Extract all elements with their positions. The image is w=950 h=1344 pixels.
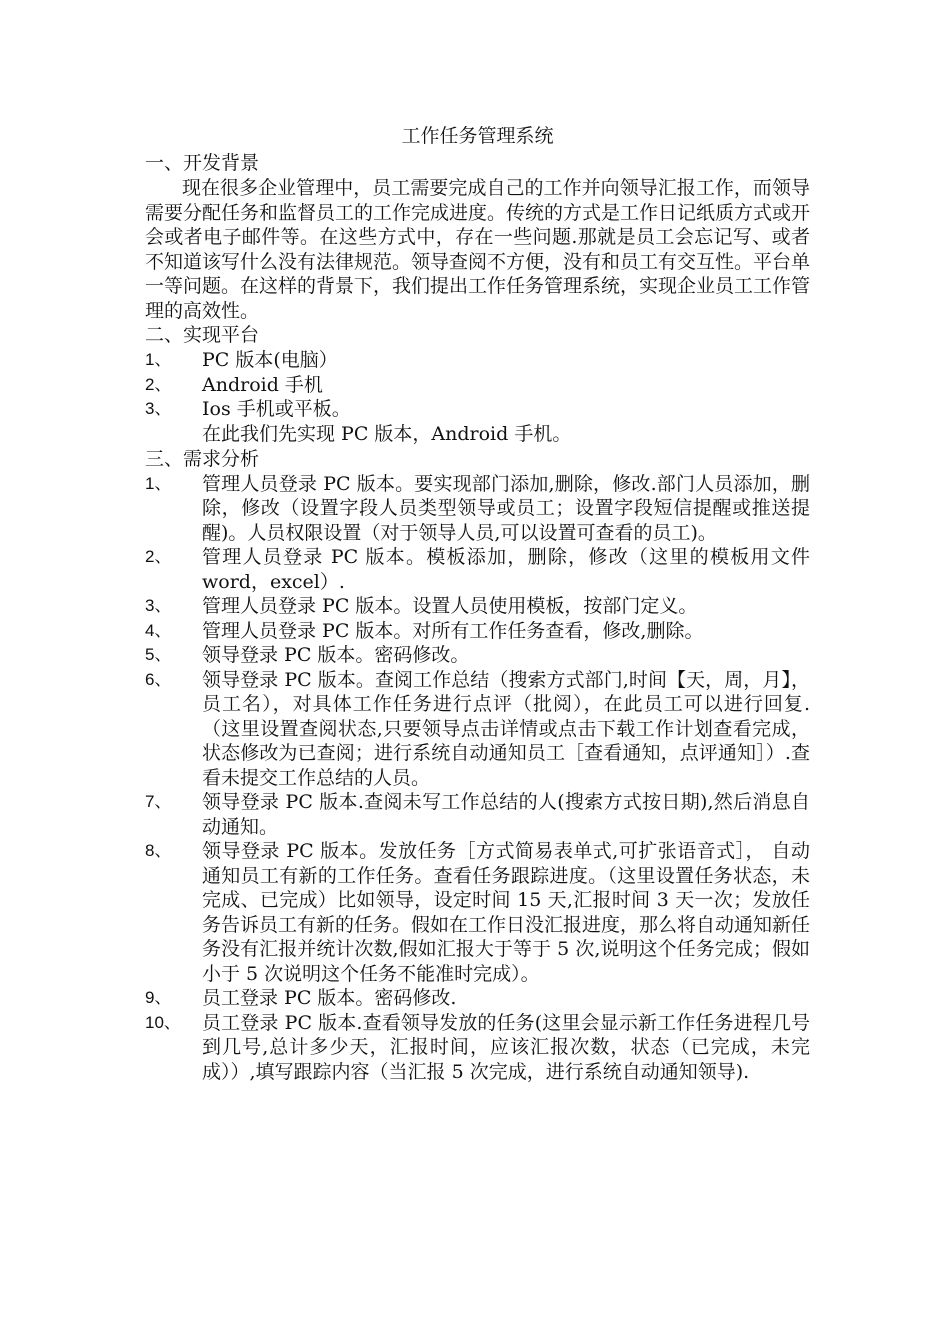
list-text: 管理人员登录 PC 版本。模板添加，删除，修改（这里的模板用文件 word，excel）. xyxy=(202,546,810,593)
list-item xyxy=(145,373,810,398)
list-text: Ios 手机或平板。 xyxy=(202,398,351,420)
list-item xyxy=(145,348,810,373)
list-text: 领导登录 PC 版本。发放任务［方式简易表单式,可扩张语音式］， 自动通知员工有新的工作任务。查看任务跟踪进度。（这里设置任务状态，未完成、已完成）比如领导，设定时间 15 天,汇报时间 3 天一次；发放任务告诉员工有新的任务。假如在工作日没汇报进度，那么将自动通知新任务没有汇报并统计次数,假如汇报大于等于 5 次,说明这个任务完成；假如小于 5 次说明这个任务不能准时完成）。 xyxy=(202,840,811,985)
list-text: Android 手机 xyxy=(202,373,323,396)
list-item xyxy=(145,594,810,619)
list-number: 8、 xyxy=(145,841,172,860)
list-item xyxy=(145,668,810,791)
list-number: 1、 xyxy=(145,350,172,369)
requirements-list xyxy=(145,472,810,1085)
background-paragraph: 现在很多企业管理中，员工需要完成自己的工作并向领导汇报工作，而领导需要分配任务和监督员工的工作完成进度。传统的方式是工作日记纸质方式或开会或者电子邮件等。在这些方式中，存在一些问题.那就是员工会忘记写、或者不知道该写什么没有法律规范。领导查阅不方便，没有和员工有交互性。平台单一等问题。在这样的背景下，我们提出工作任务管理系统，实现企业员工工作管理的高效性。 xyxy=(145,177,811,322)
list-number: 4、 xyxy=(145,620,172,640)
list-item xyxy=(145,545,810,594)
list-text: 员工登录 PC 版本.查看领导发放的任务(这里会显示新工作任务进程几号到几号,总计多少天，汇报时间，应该汇报次数，状态（已完成，未完成））,填写跟踪内容（当汇报 5 次完成，进行系统自动通知领导). xyxy=(202,1011,810,1083)
platform-note: 在此我们先实现 PC 版本，Android 手机。 xyxy=(202,422,572,445)
list-number: 1、 xyxy=(145,473,172,493)
list-item xyxy=(145,790,810,839)
list-item xyxy=(145,643,810,668)
list-number: 7、 xyxy=(145,792,172,811)
list-text: 领导登录 PC 版本。密码修改。 xyxy=(202,644,470,666)
list-number: 3、 xyxy=(145,399,172,418)
list-number: 5、 xyxy=(145,645,172,664)
list-item xyxy=(145,839,810,986)
list-item xyxy=(145,397,810,422)
list-text: 管理人员登录 PC 版本。设置人员使用模板，按部门定义。 xyxy=(202,595,698,617)
list-text: 员工登录 PC 版本。密码修改. xyxy=(202,987,457,1009)
list-number: 3、 xyxy=(145,596,172,615)
platform-list xyxy=(145,348,810,422)
section-heading-background: 一、开发背景 xyxy=(145,152,260,174)
list-number: 10、 xyxy=(145,1012,181,1032)
list-text: 领导登录 PC 版本.查阅未写工作总结的人(搜索方式按日期),然后消息自动通知。 xyxy=(202,791,810,838)
document-title: 工作任务管理系统 xyxy=(401,125,554,147)
list-number: 2、 xyxy=(145,374,172,394)
section-heading-requirements: 三、需求分析 xyxy=(145,447,260,470)
list-text: 领导登录 PC 版本。查阅工作总结（搜索方式部门,时间【天，周，月】，员工名），对具体工作任务进行点评（批阅），在此员工可以进行回复.（这里设置查阅状态,只要领导点击详情或点击下载工作计划查看完成，状态修改为已查阅；进行系统自动通知员工［查看通知，点评通知］）.查看未提交工作总结的人员。 xyxy=(202,668,810,789)
section-heading-platform: 二、实现平台 xyxy=(145,324,260,346)
list-number: 6、 xyxy=(145,669,172,689)
list-item xyxy=(145,619,810,644)
list-item xyxy=(145,472,810,546)
document-body xyxy=(145,124,810,1084)
list-text: 管理人员登录 PC 版本。要实现部门添加,删除，修改.部门人员添加，删除，修改（设置字段人员类型领导或员工；设置字段短信提醒或推送提醒)。人员权限设置（对于领导人员,可以设置可查看的员工)。 xyxy=(202,472,810,544)
list-text: PC 版本(电脑） xyxy=(202,349,338,371)
list-item xyxy=(145,986,810,1011)
list-number: 9、 xyxy=(145,988,172,1007)
list-item xyxy=(145,1011,810,1085)
list-text: 管理人员登录 PC 版本。对所有工作任务查看，修改,删除。 xyxy=(202,619,704,642)
list-number: 2、 xyxy=(145,547,172,566)
